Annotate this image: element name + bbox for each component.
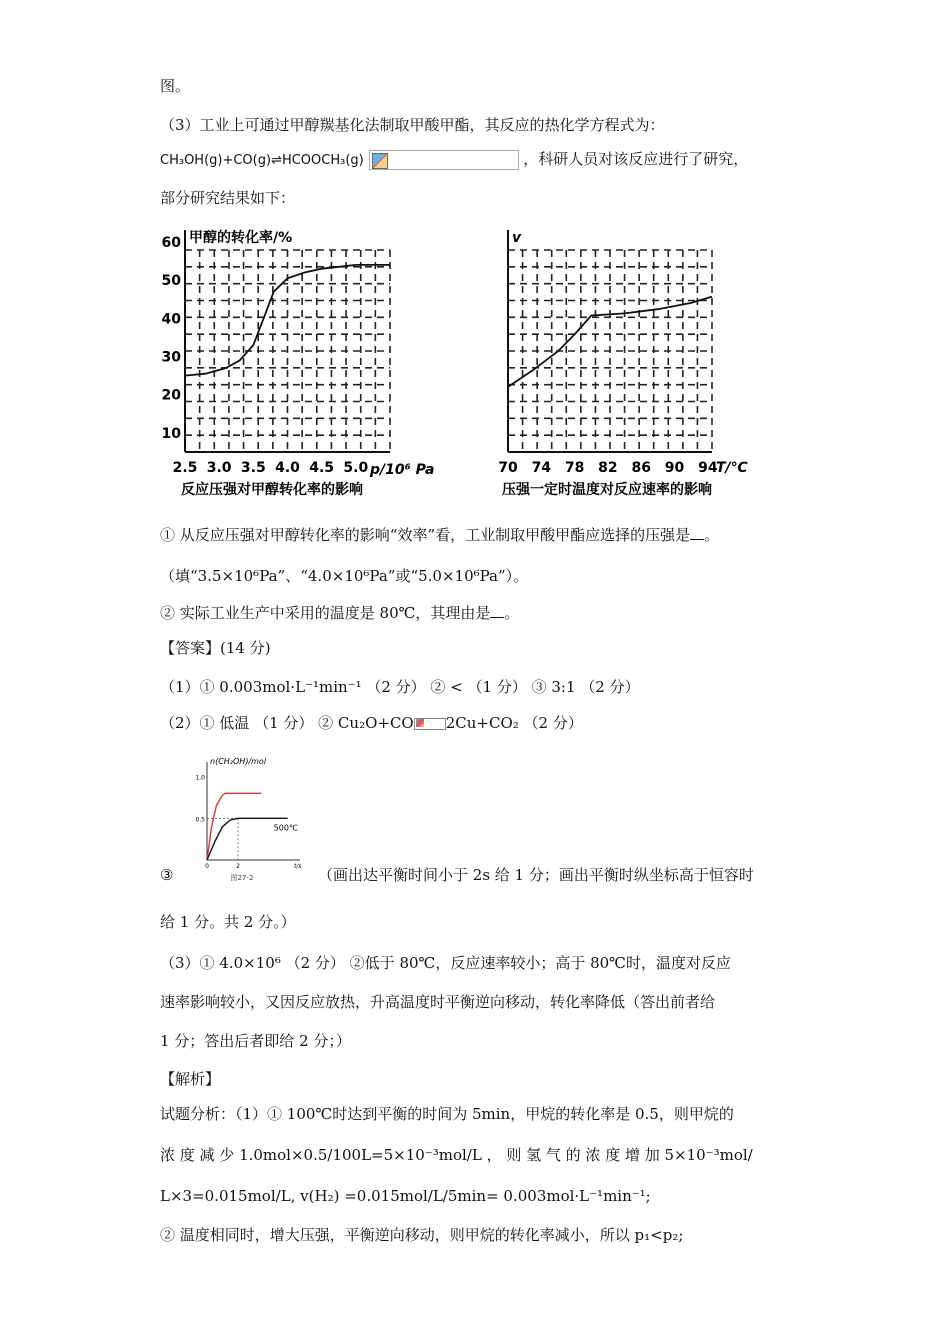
- question-2: [160, 603, 519, 623]
- answer-blank: [690, 525, 704, 540]
- chart-caption: 压强一定时温度对反应速率的影响: [502, 482, 712, 498]
- x-axis-label: p/10⁶ Pa: [370, 462, 435, 478]
- x-tick-label: 70: [498, 460, 518, 476]
- line-text: 部分研究结果如下：: [160, 189, 296, 207]
- x-tick-label: 86: [631, 460, 651, 476]
- x-tick-label: 5.0: [343, 460, 369, 476]
- broken-image-placeholder: [369, 150, 519, 170]
- y-tick-label: 1.0: [195, 774, 205, 782]
- answer-4-cont: 速率影响较小，又因反应放热，升高温度时平衡逆向移动，转化率降低（答出前者给: [160, 993, 716, 1011]
- answer-heading: 【答案】(14 分): [160, 639, 271, 657]
- x-tick-label: 0: [205, 863, 209, 870]
- question-1-options: （填“3.5×10⁶Pa”、“4.0×10⁶Pa”或“5.0×10⁶Pa”）。: [160, 567, 529, 585]
- y-tick-label: 50: [161, 273, 181, 290]
- chart-caption: 反应压强对甲醇转化率的影响: [181, 482, 363, 498]
- analysis-3: L×3=0.015mol/L, v(H₂) =0.015mol/L/5min= 0.003mol·L⁻¹min⁻¹;: [160, 1187, 651, 1205]
- y-tick-label: 60: [161, 235, 181, 251]
- question-3-stem: （3）工业上可通过甲醇羰基化法制取甲酸甲酯，其反应的热化学方程式为：: [160, 116, 665, 134]
- y-axis-label: 甲醇的转化率/%: [189, 230, 293, 246]
- x-tick-label: 82: [598, 460, 618, 476]
- answer-2-text: （2）① 低温 （1 分） ② Cu₂O+CO: [160, 714, 414, 732]
- answer-4: （3）① 4.0×10⁶ （2 分） ②低于 80℃，反应速率较小；高于 80℃时，温度对反应: [160, 954, 731, 972]
- image-icon: [372, 153, 388, 169]
- answer-blank: [490, 603, 504, 618]
- analysis-1: 试题分析：（1）① 100℃时达到平衡的时间为 5min，甲烷的转化率是 0.5，则甲烷的: [160, 1105, 734, 1123]
- figure-caption: 图27-2: [230, 874, 254, 882]
- x-tick-label: 2: [236, 863, 240, 870]
- conversion-vs-pressure-chart: [160, 222, 450, 502]
- answer-3-cont: 给 1 分。共 2 分。）: [160, 913, 296, 931]
- y-tick-label: 10: [161, 425, 181, 442]
- methanol-amount-graph: [185, 752, 310, 882]
- y-tick-label: 30: [161, 349, 181, 366]
- x-axis-label: T/℃: [716, 460, 748, 476]
- x-axis-label: t/s: [294, 863, 302, 870]
- chemical-equation: CH₃OH(g)+CO(g)⇌HCOOCH₃(g): [160, 153, 364, 168]
- answer-2-product: 2Cu+CO₂ （2 分）: [445, 714, 583, 732]
- question-1: [160, 525, 719, 545]
- answer-2: [160, 713, 583, 733]
- answer-3-marker: ③: [160, 866, 174, 884]
- answer-1: （1）① 0.003mol·L⁻¹min⁻¹ （2 分） ② < （1 分） ③ 3:1 （2 分）: [160, 678, 640, 696]
- x-tick-label: 3.5: [240, 460, 266, 476]
- answer-3-text: （画出达平衡时间小于 2s 给 1 分；画出平衡时纵坐标高于恒容时: [318, 866, 754, 884]
- x-tick-label: 78: [564, 460, 585, 476]
- question-1-text: ① 从反应压强对甲醇转化率的影响“效率”看，工业制取甲酸甲酯应选择的压强是: [160, 526, 691, 544]
- x-tick-label: 4.5: [309, 460, 335, 476]
- x-tick-label: 74: [531, 460, 552, 476]
- equation-continuation: ，科研人员对该反应进行了研究，: [523, 150, 749, 168]
- x-tick-label: 94: [698, 460, 718, 476]
- temperature-annotation: 500℃: [273, 823, 298, 833]
- question-2-end: 。: [504, 604, 520, 622]
- image-icon: [416, 719, 424, 727]
- analysis-4: ② 温度相同时，增大压强，平衡逆向移动，则甲烷的转化率减小，所以 p₁<p₂;: [160, 1226, 684, 1244]
- y-tick-label: 0.5: [195, 816, 205, 824]
- equation-line: [160, 149, 748, 171]
- broken-image-placeholder: [414, 718, 446, 730]
- x-tick-label: 2.5: [172, 460, 198, 476]
- analysis-2: 浓 度 减 少 1.0mol×0.5/100L=5×10⁻³mol/L ， 则 氢 气 的 浓 度 增 加 5×10⁻³mol/: [160, 1146, 753, 1164]
- y-axis-label: n(CH₃OH)/mol: [210, 757, 267, 766]
- x-tick-label: 90: [664, 460, 685, 476]
- question-1-end: 。: [704, 526, 720, 544]
- line-text: 图。: [160, 77, 191, 95]
- x-tick-label: 3.0: [206, 460, 232, 476]
- analysis-heading: 【解析】: [160, 1070, 221, 1088]
- series-red-curve: [207, 793, 261, 860]
- y-tick-label: 40: [161, 311, 181, 328]
- question-2-text: ② 实际工业生产中采用的温度是 80℃，其理由是: [160, 604, 491, 622]
- x-tick-label: 4.0: [275, 460, 300, 476]
- rate-vs-temperature-chart: [490, 222, 770, 502]
- answer-4-cont: 1 分；答出后者即给 2 分；）: [160, 1032, 351, 1050]
- y-axis-label: v: [512, 230, 522, 246]
- y-tick-label: 20: [161, 387, 181, 404]
